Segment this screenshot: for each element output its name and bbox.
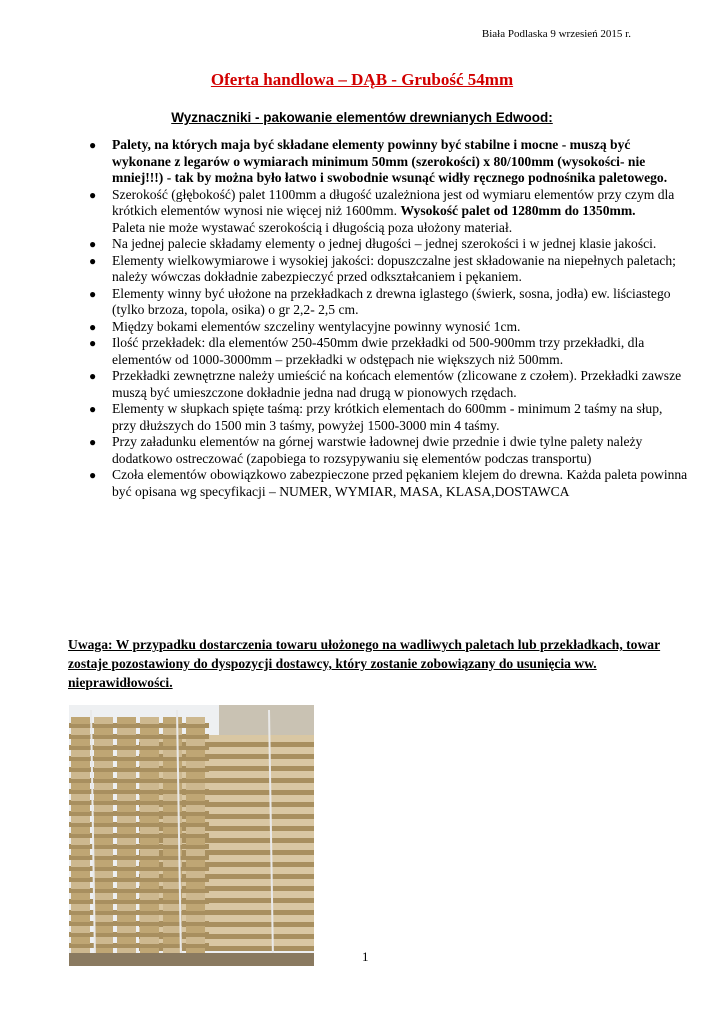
timber-end — [94, 937, 113, 944]
timber-end — [186, 717, 205, 724]
list-item — [89, 368, 689, 401]
timber-end — [117, 849, 136, 856]
timber-end — [94, 893, 113, 900]
list-item-text: Na jednej palecie składamy elementy o jednej długości – jednej szerokości i w jednej klasie jakości. — [112, 236, 657, 251]
timber-end — [117, 816, 136, 823]
timber-end — [186, 772, 205, 779]
timber-end — [163, 761, 182, 768]
timber-end — [117, 915, 136, 922]
timber-end — [140, 761, 159, 768]
timber-end — [140, 838, 159, 845]
list-item-text: Czoła elementów obowiązkowo zabezpieczone przed pękaniem klejem do drewna. Każda paleta powinna być opisana wg specyfikacji – NUMER, WYMIAR, MASA, KLASA,DOSTAWCA — [112, 467, 688, 499]
list-item — [89, 187, 689, 237]
bullet-icon: ● — [89, 253, 97, 268]
timber-end — [71, 871, 90, 878]
list-item-text: Przy załadunku elementów na górnej warstwie ładownej dwie przednie i dwie tylne palety należy dodatkowo ostreczować (zapobiega to rozsypywaniu się elementów podczas transportu) — [112, 434, 643, 466]
guidelines-list — [89, 137, 689, 500]
list-item — [89, 467, 689, 500]
timber-end — [94, 860, 113, 867]
bullet-icon: ● — [89, 369, 97, 383]
timber-end — [94, 805, 113, 812]
list-item-text: Przekładki zewnętrzne należy umieścić na końcach elementów (zlicowane z czołem). Przekładki zawsze muszą być umieszczone dokładnie jedna nad drugą w pionowych rzędach. — [112, 368, 682, 400]
timber-end — [71, 915, 90, 922]
timber-end — [117, 750, 136, 757]
list-item — [89, 137, 689, 187]
list-item — [89, 286, 689, 319]
list-item-bold-text: Wysokość palet od 1280mm do 1350mm. — [400, 203, 636, 218]
list-item-text: Szerokość (głębokość) palet 1100mm a długość uzależniona jest od wymiaru elementów przy czym dla krótkich elementów wynosi nie więcej niż 1600mm. — [112, 186, 675, 218]
timber-end — [163, 728, 182, 735]
timber-end — [94, 849, 113, 856]
timber-end — [140, 783, 159, 790]
page-number: 1 — [362, 949, 369, 964]
timber-end — [186, 838, 205, 845]
timber-end — [140, 772, 159, 779]
timber-end — [163, 772, 182, 779]
timber-end — [117, 904, 136, 911]
timber-end — [140, 805, 159, 812]
document-subtitle: Wyznaczniki - pakowanie elementów drewnianych Edwood: — [171, 110, 553, 125]
timber-end — [186, 794, 205, 801]
timber-end — [117, 860, 136, 867]
list-item-text: Elementy wielkowymiarowe i wysokiej jakości: dopuszczalne jest składowanie na niepełnych paletach; należy wówczas dokładnie zabezpieczyć przed odkształcaniem i pękaniem. — [112, 252, 676, 284]
document-date: Biała Podlaska 9 wrzesień 2015 r. — [481, 28, 631, 40]
timber-end — [140, 926, 159, 933]
timber-end — [94, 728, 113, 735]
timber-end — [117, 772, 136, 779]
timber-end — [186, 728, 205, 735]
timber-end — [117, 838, 136, 845]
list-item — [89, 335, 689, 368]
timber-end — [117, 783, 136, 790]
timber-end — [140, 849, 159, 856]
timber-end — [186, 871, 205, 878]
list-item — [89, 253, 689, 286]
timber-end — [94, 750, 113, 757]
timber-end — [140, 915, 159, 922]
timber-end — [94, 794, 113, 801]
list-item-text: Elementy w słupkach spięte taśmą: przy krótkich elementach do 600mm - minimum 2 taśmy na słup, przy dłuższych do 1500 min 3 taśmy, powyżej 1500-3000 min 4 taśmy. — [112, 401, 663, 433]
timber-end — [140, 728, 159, 735]
timber-end — [94, 772, 113, 779]
timber-end — [117, 937, 136, 944]
timber-end — [186, 904, 205, 911]
stacked-wood-pallet-image — [69, 705, 314, 966]
timber-end — [71, 805, 90, 812]
bullet-icon: ● — [89, 336, 97, 350]
timber-end — [94, 871, 113, 878]
timber-end — [71, 849, 90, 856]
pallet-photo — [69, 705, 314, 966]
bullet-icon: ● — [89, 402, 97, 416]
bullet-icon: ● — [89, 138, 97, 152]
timber-end — [117, 728, 136, 735]
list-item — [89, 319, 689, 336]
timber-end — [71, 827, 90, 834]
timber-end — [117, 717, 136, 724]
timber-end — [94, 761, 113, 768]
timber-end — [71, 717, 90, 724]
timber-end — [140, 882, 159, 889]
timber-end — [163, 750, 182, 757]
list-item-bold-text: Palety, na których maja być składane elementy powinny być stabilne i mocne - muszą być wykonane z legarów o wymiarach minimum 50mm (szerokości) x 80/100mm (wysokości- nie mniej!!!) - tak by można było łatwo i swobodnie wsunąć widły ręcznego podnośnika paletowego. — [112, 137, 668, 185]
timber-end — [186, 849, 205, 856]
timber-end — [186, 915, 205, 922]
list-item — [89, 434, 689, 467]
timber-end — [71, 772, 90, 779]
timber-end — [117, 739, 136, 746]
bullet-icon: ● — [89, 319, 97, 334]
timber-end — [71, 904, 90, 911]
timber-end — [71, 794, 90, 801]
timber-end — [94, 816, 113, 823]
timber-end — [94, 717, 113, 724]
timber-end — [140, 904, 159, 911]
timber-end — [94, 904, 113, 911]
bullet-icon: ● — [89, 286, 97, 301]
timber-end — [186, 816, 205, 823]
timber-end — [71, 926, 90, 933]
timber-end — [94, 915, 113, 922]
timber-end — [94, 882, 113, 889]
timber-end — [71, 750, 90, 757]
timber-end — [71, 882, 90, 889]
timber-end — [94, 739, 113, 746]
bullet-icon: ● — [89, 435, 97, 449]
timber-end — [186, 805, 205, 812]
timber-end — [140, 827, 159, 834]
timber-end — [186, 926, 205, 933]
timber-end — [94, 838, 113, 845]
timber-end — [71, 816, 90, 823]
timber-end — [117, 926, 136, 933]
timber-end — [117, 893, 136, 900]
bullet-icon: ● — [89, 468, 97, 482]
timber-end — [140, 717, 159, 724]
timber-end — [71, 893, 90, 900]
timber-end — [163, 926, 182, 933]
timber-end — [117, 827, 136, 834]
timber-end — [94, 926, 113, 933]
timber-end — [186, 750, 205, 757]
list-item-text: Elementy winny być ułożone na przekładkach z drewna iglastego (świerk, sosna, jodła) ew. liściastego (tylko brzoza, topola, osika) o gr 2,2- 2,5 cm. — [112, 285, 671, 317]
timber-end — [71, 838, 90, 845]
timber-end — [140, 750, 159, 757]
timber-end — [94, 827, 113, 834]
timber-end — [94, 783, 113, 790]
timber-end — [117, 761, 136, 768]
list-item-extra-text: Paleta nie może wystawać szerokością i długością poza ułożony materiał. — [112, 219, 513, 235]
timber-end — [186, 937, 205, 944]
list-item-text: Między bokami elementów szczeliny wentylacyjne powinny wynosić 1cm. — [112, 318, 521, 334]
timber-end — [186, 893, 205, 900]
timber-end — [140, 937, 159, 944]
list-item-text: Ilość przekładek: dla elementów 250-450mm dwie przekładki od 500-900mm trzy przekładki, dla elementów od 1000-3000mm – przekładki w odstępach nie większych niż 500mm. — [112, 335, 645, 367]
timber-end — [140, 816, 159, 823]
document-title: Oferta handlowa – DĄB - Grubość 54mm — [210, 70, 514, 89]
timber-end — [186, 739, 205, 746]
timber-end — [163, 739, 182, 746]
timber-end — [117, 794, 136, 801]
timber-end — [186, 783, 205, 790]
timber-end — [140, 893, 159, 900]
list-item — [89, 236, 689, 253]
timber-end — [186, 860, 205, 867]
list-item — [89, 401, 689, 434]
timber-end — [117, 882, 136, 889]
bullet-icon: ● — [89, 237, 97, 251]
timber-end — [71, 860, 90, 867]
timber-end — [186, 882, 205, 889]
timber-end — [163, 717, 182, 724]
timber-end — [186, 761, 205, 768]
timber-end — [117, 805, 136, 812]
timber-end — [71, 783, 90, 790]
timber-end — [163, 915, 182, 922]
timber-end — [71, 761, 90, 768]
timber-end — [140, 860, 159, 867]
timber-end — [71, 728, 90, 735]
timber-end — [140, 739, 159, 746]
timber-end — [163, 937, 182, 944]
timber-end — [140, 794, 159, 801]
warning-note: Uwaga: W przypadku dostarczenia towaru ułożonego na wadliwych paletach lub przekładkach, towar zostaje pozostawiony do dyspozycji dostawcy, który zostanie zobowiązany do usunięcia ww. nieprawidłowości. — [68, 637, 661, 690]
timber-end — [186, 827, 205, 834]
timber-end — [71, 739, 90, 746]
timber-end — [117, 871, 136, 878]
bullet-icon: ● — [89, 187, 97, 202]
timber-end — [71, 937, 90, 944]
timber-end — [140, 871, 159, 878]
